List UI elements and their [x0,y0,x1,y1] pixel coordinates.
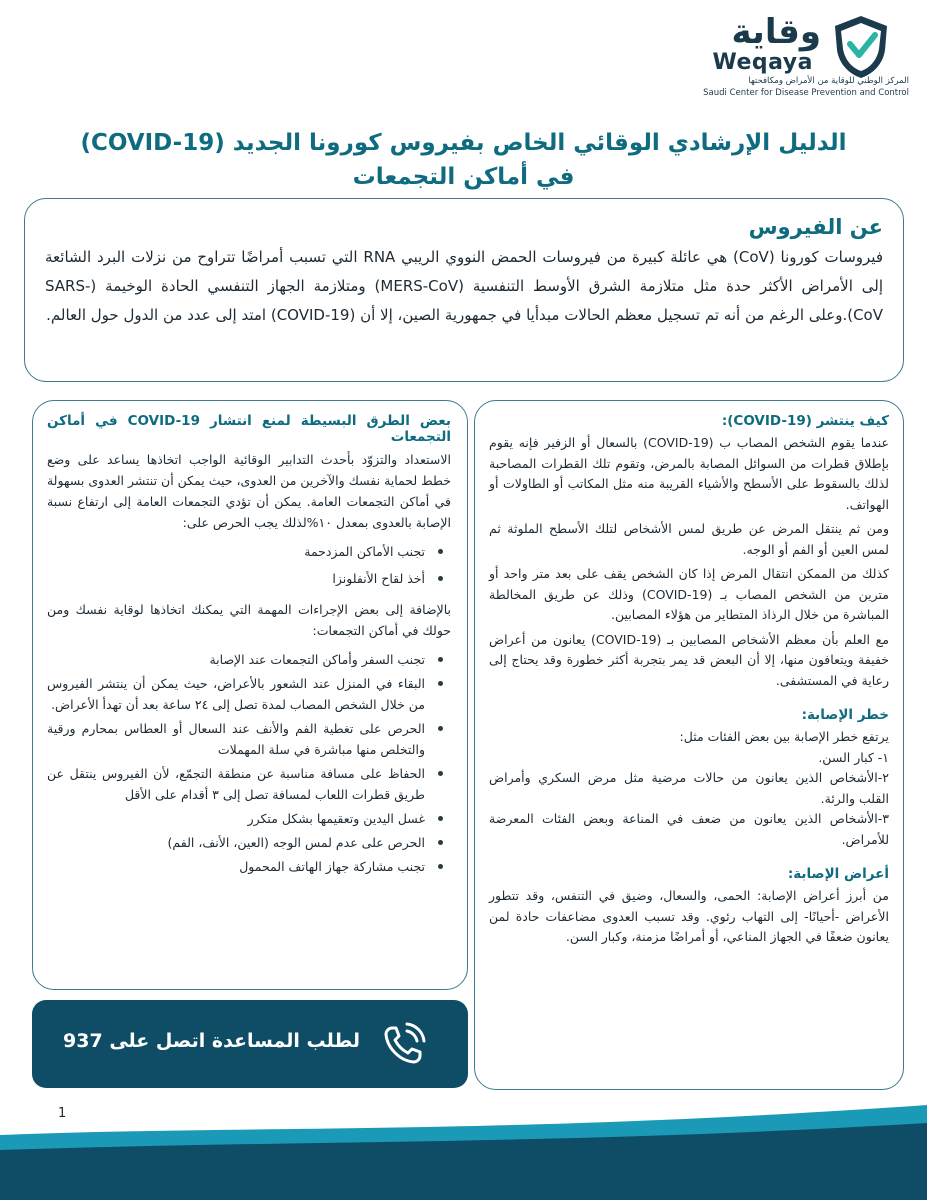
list-item: أخذ لقاح الأنفلونزا [47,568,425,589]
risk-intro: يرتفع خطر الإصابة بين بعض الفئات مثل: [679,729,889,744]
logo-arabic-name: وقاية [731,12,821,52]
list-item: الحرص على عدم لمس الوجه (العين، الأنف، الفم) [47,832,425,853]
phone-icon [380,1022,426,1068]
risk-item: ٢-الأشخاص الذين يعانون من حالات مرضية مثل مرض السكري وأمراض القلب والرئة. [489,770,889,806]
about-heading: عن الفيروس [748,215,883,239]
list-item: الحرص على تغطية الفم والأنف عند السعال أو العطاس بمحارم ورقية والتخلص منها مباشرة في سلة المهملات [47,718,425,760]
title-line-1: الدليل الإرشادي الوقائي الخاص بفيروس كورونا الجديد (COVID-19) [80,130,847,156]
spread-paragraph: مع العلم بأن معظم الأشخاص المصابين بـ (COVID-19) يعانون من أعراض خفيفة ويتعافون منها، إلا أن البعض قد يمر بتجربة أكثر خطورة وقد يحتاج إلى رعاية في المستشفى. [489,631,890,688]
help-text: لطلب المساعدة اتصل على 937 [63,1030,360,1052]
risk-heading: خطر الإصابة: [801,707,889,723]
prevention-list-b [47,649,451,877]
page-number: 1 [58,1106,67,1121]
spread-paragraph: ومن ثم ينتقل المرض عن طريق لمس الأشخاص لتلك الأسطح الملوثة ثم لمس العين أو الفم أو الوجه. [489,521,889,557]
symptoms-heading: أعراض الإصابة: [787,866,889,882]
list-item: الحفاظ على مسافة مناسبة عن منطقة التجمّع، لأن الفيروس ينتقل عن طريق قطرات اللعاب لمسافة تصل إلى ٣ أقدام على الأقل [47,763,425,805]
list-item: تجنب الأماكن المزدحمة [47,541,425,562]
symptoms-text: من أبرز أعراض الإصابة: الحمى، والسعال، وضيق في التنفس، وقد تتطور الأعراض -أحيانًا- إلى التهاب رئوي. وقد تسبب العدوى مضاعفات حادة لمن يعانون ضعفًا في الجهاز المناعي، أو أمراضًا مزمنة، وكبار السن. [489,888,889,944]
logo-subtitle-english: Saudi Center for Disease Prevention and Control [703,88,909,98]
logo-subtitle-arabic: المركز الوطني للوقاية من الأمراض ومكافحتها [748,76,909,86]
list-item: البقاء في المنزل عند الشعور بالأعراض، حيث يمكن أن ينتشر الفيروس من خلال الشخص المصاب لمدة تصل إلى ٢٤ ساعة بعد أن تهدأ الأعراض. [47,673,425,715]
spread-paragraph: كذلك من الممكن انتقال المرض إذا كان الشخص يقف على بعد متر واحد أو مترين من الشخص المصاب بـ (COVID-19) وذلك عن طريق المخالطة المباشرة من خلال الرذاذ المتطاير من هؤلاء المصابين. [489,566,889,622]
list-item: تجنب مشاركة جهاز الهاتف المحمول [47,856,425,877]
risk-item: ١- كبار السن. [818,749,889,765]
prevention-panel [32,400,468,990]
risk-item: ٣-الأشخاص الذين يعانون من ضعف في المناعة وبعض الفئات المعرضة للأمراض. [489,811,889,847]
page-title [40,126,887,194]
symptoms-section [489,866,889,948]
spread-heading: كيف ينتشر (COVID-19): [721,413,889,429]
prevention-heading: بعض الطرق البسيطة لمنع انتشار COVID-19 في أماكن التجمعات [47,413,451,445]
prevention-list-a [47,541,451,589]
logo-english-name: Weqaya [712,50,813,75]
list-item: تجنب السفر وأماكن التجمعات عند الإصابة [47,649,425,670]
shield-icon [831,14,891,80]
about-virus-panel [24,198,904,382]
title-line-2: في أماكن التجمعات [352,164,575,190]
help-call-banner[interactable] [32,1000,468,1088]
risk-section [489,707,889,850]
spread-info-panel [474,400,904,1090]
list-item: غسل اليدين وتعقيمها بشكل متكرر [47,808,425,829]
prevention-intro: الاستعداد والتزوّد بأحدث التدابير الوقائية الواجب اتخاذها يساعد على وضع خطط لحماية نفسك والآخرين من العدوى، حيث يمكن أن تنتشر العدوى بسهولة في أماكن التجمعات العامة. يمكن أن تؤدي التجمعات العامة إلى ارتفاع نسبة الإصابة بالعدوى بمعدل ١٠%لذلك يجب الحرص على: [46,452,451,530]
footer-wave [0,1095,927,1200]
about-text: فيروسات كورونا (CoV) هي عائلة كبيرة من فيروسات الحمض النووي الريبي RNA التي تسبب أمراضًا تتراوح من نزلات البرد الشائعة إلى الأمراض الأكثر حدة مثل متلازمة الشرق الأوسط التنفسية (MERS-CoV) ومتلازمة الجهاز التنفسي الحادة الوخيمة (SARS-CoV).وعلى الرغم من أنه تم تسجيل معظم الحالات مبدأيا في جمهورية الصين، إلا أن (COVID-19) امتد إلى عدد من الدول حول العالم. [45,248,883,324]
spread-paragraph: عندما يقوم الشخص المصاب ب (COVID-19) بالسعال أو الزفير فإنه يقوم بإطلاق قطرات من السوائل المصابة بالمرض، وتقوم تلك القطرات المصاحبة لذلك بالسقوط على الأسطح والأشياء القريبة منه مثل المكاتب أو الطاولات أو الهواتف. [489,435,889,512]
weqaya-logo [609,12,909,102]
prevention-intro-2: بالإضافة إلى بعض الإجراءات المهمة التي يمكنك اتخاذها لوقاية نفسك ومن حولك في أماكن التجمعات: [47,602,451,638]
